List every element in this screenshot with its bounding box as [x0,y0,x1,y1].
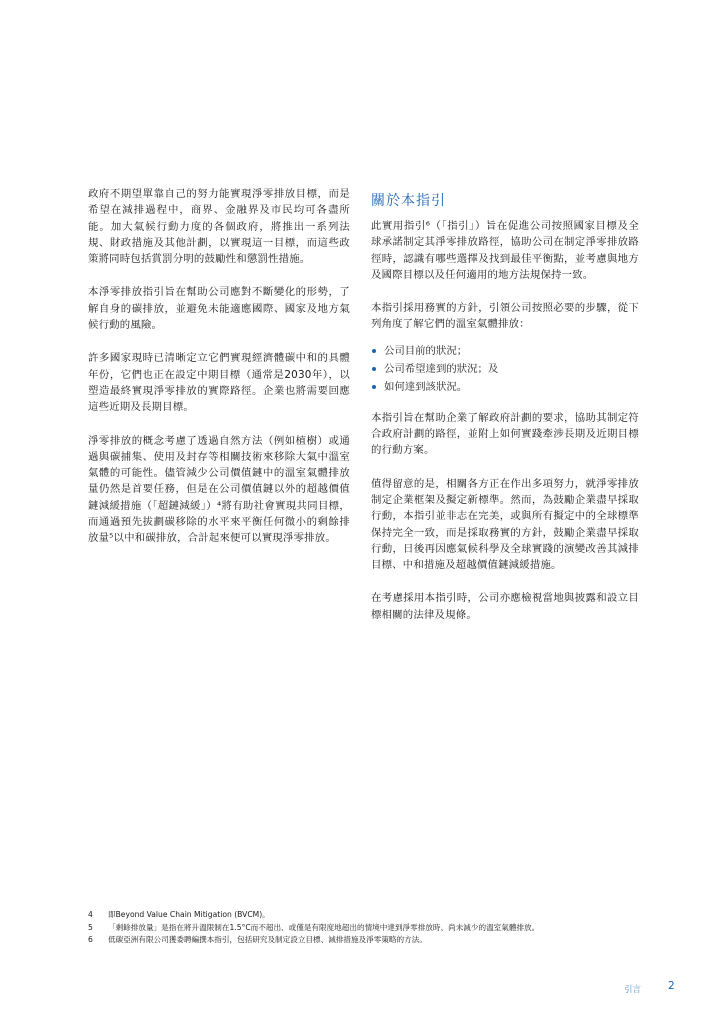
footnote-text: 低碳亞洲有限公司獲委聘編撰本指引，包括研究及制定設立目標、減排措施及淨零策略的方法。 [108,935,427,944]
footnote-number: 5 [88,922,93,932]
body-paragraph: 此實用指引⁶（「指引」）旨在促進公司按照國家目標及全球承諾制定其淨零排放路徑，協助公司在制定淨零排放路徑時，認識有哪些選擇及找到最佳平衡點，並考慮與地方及國際目標以及任何適用的地方法規保持一致。 [371,220,639,281]
bullet-list [371,342,639,396]
section-heading: 關於本指引 [371,193,446,209]
body-paragraph: 本淨零排放指引旨在幫助公司應對不斷變化的形勢，了解自身的碳排放，並避免未能適應國際、國家及地方氣候行動的風險。 [88,286,350,332]
list-item-text: 如何達到該狀況。 [384,380,468,393]
left-column [88,186,350,564]
bullet-icon [372,367,376,371]
right-column [371,190,639,640]
body-paragraph: 在考慮採用本指引時，公司亦應檢視當地與披露和設立目標相關的法律及規條。 [371,592,639,621]
footnote [88,909,648,922]
footnote-text: 「剩餘排放量」是指在將升溫限制在1.5°C而不超出、或僅是有限度地超出的情境中達到淨零排放時、尚未減少的溫室氣體排放。 [108,922,540,932]
body-paragraph: 本指引旨在幫助企業了解政府計劃的要求，協助其制定符合政府計劃的路徑，並附上如何實踐牽涉長期及近期目標的行動方案。 [371,411,639,457]
list-item [371,360,639,378]
footnote [88,934,648,947]
bullet-icon [372,349,376,353]
list-item [371,342,639,360]
footnotes [88,909,648,947]
footnote [88,922,648,935]
body-paragraph: 淨零排放的概念考慮了透過自然方法（例如植樹）或通過與碳捕集、使用及封存等相關技術來移除大氣中溫室氣體的可能性。儘管減少公司價值鏈中的溫室氣體排放量仍然是首要任務，但是在公司價值鏈以外的超越價值鏈減緩措施（「超鏈減緩」）⁴將有助社會實現共同目標，而通過預先拔劃碳移除的水平來平衡任何微小的剩餘排放量⁵以中和碳排放，合計起來便可以實現淨零排放。 [88,434,350,545]
body-paragraph: 本指引採用務實的方針，引領公司按照必要的步驟，從下列角度了解它們的溫室氣體排放： [371,302,639,331]
list-item-text: 公司希望達到的狀況；及 [384,362,499,375]
bullet-icon [372,385,376,389]
body-paragraph: 政府不期望單靠自己的努力能實現淨零排放目標，而是希望在減排過程中，商界、金融界及市民均可各盡所能。加大氣候行動力度的各個政府，將推出一系列法規、財政措施及其他計劃，以實現這一目標，而這些政策將同時包括賞罰分明的鼓勵性和懲罰性措施。 [88,188,350,266]
body-paragraph: 值得留意的是，相關各方正在作出多項努力，就淨零排放制定企業框架及擬定新標準。然而，為鼓勵企業盡早採取行動，本指引並非志在完美，或與所有擬定中的全球標準保持完全一致，而是採取務實的方針，鼓勵企業盡早採取行動，日後再因應氣候科學及全球實踐的演變改善其減排目標、中和措施及超越價值鏈減緩措施。 [371,477,639,572]
footnote-text: 即Beyond Value Chain Mitigation (BVCM)。 [108,910,270,919]
body-paragraph: 許多國家現時已清晰定立它們實現經濟體碳中和的具體年份，它們也正在設定中期目標（通常是2030年），以塑造最終實現淨零排放的實際路徑。企業也將需要回應這些近期及長期目標。 [88,352,350,414]
footnote-number: 4 [88,910,93,919]
page-number: 2 [668,980,675,992]
list-item-text: 公司目前的狀況； [384,344,468,357]
footnote-number: 6 [88,935,93,944]
footer-section-label: 引言 [624,985,642,995]
list-item [371,378,639,396]
